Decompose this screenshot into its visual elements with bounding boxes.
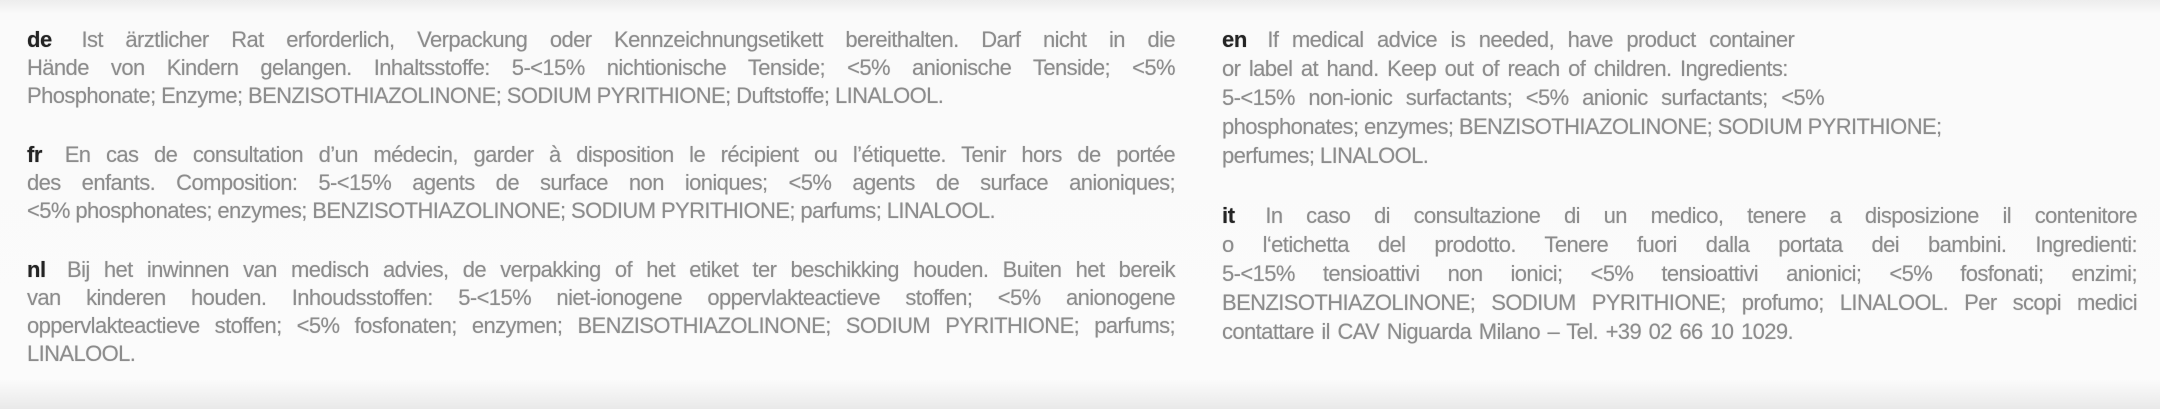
text-line: Phosphonate; Enzyme; BENZISOTHIAZOLINONE; SODIUM PYRITHIONE; Duftstoffe; LINALOOL. (27, 83, 944, 108)
text-line: LINALOOL. (27, 341, 136, 366)
text-line: Hände von Kindern gelangen. Inhaltsstoffe: 5-<15% nichtionische Tenside; <5% anionische Tenside; <5% (27, 55, 1175, 80)
text-line: or label at hand. Keep out of reach of children. Ingredients: (1222, 56, 1788, 81)
line-text: In caso di consultazione di un medico, tenere a disposizione il contenitore (1265, 203, 2138, 228)
right-column (1222, 25, 2142, 346)
text-line: des enfants. Composition: 5-<15% agents de surface non ioniques; <5% agents de surface anioniques; (27, 170, 1175, 195)
text-line: van kinderen houden. Inhoudsstoffen: 5-<15% niet-ionogene oppervlakteactieve stoffen; <5% anionogene (27, 285, 1175, 310)
text-line: contattare il CAV Niguarda Milano – Tel. +39 02 66 10 1029. (1222, 319, 1793, 344)
text-line: BENZISOTHIAZOLINONE; SODIUM PYRITHIONE; profumo; LINALOOL. Per scopi medici (1222, 290, 2137, 315)
line-text: Bij het inwinnen van medisch advies, de verpakking of het etiket ter beschikking houden. Buiten het bereik (67, 257, 1176, 282)
language-code-nl: nl (27, 257, 46, 282)
section-it (1222, 201, 2137, 346)
text-line: phosphonates; enzymes; BENZISOTHIAZOLINONE; SODIUM PYRITHIONE; (1222, 114, 1942, 139)
language-code-fr: fr (27, 142, 43, 167)
line-text: Ist ärztlicher Rat erforderlich, Verpackung oder Kennzeichnungsetikett bereithalten. Darf nicht in die (81, 27, 1175, 52)
line-text: En cas de consultation d’un médecin, garder à disposition le récipient ou l’étiquette. Tenir hors de portée (64, 142, 1176, 167)
text-line: o l‘etichetta del prodotto. Tenere fuori dalla portata dei bambini. Ingredienti: (1222, 232, 2137, 257)
language-code-en: en (1222, 27, 1247, 52)
text-line (1222, 25, 2142, 54)
section-de (27, 26, 1175, 110)
text-line: 5-<15% tensioattivi non ionici; <5% tensioattivi anionici; <5% fosfonati; enzimi; (1222, 261, 2137, 286)
text-line (27, 256, 1175, 284)
left-column (27, 26, 1175, 368)
section-en (1222, 25, 2142, 170)
section-fr (27, 141, 1175, 225)
section-nl (27, 256, 1175, 368)
language-code-it: it (1222, 203, 1235, 228)
text-line: perfumes; LINALOOL. (1222, 143, 1429, 168)
text-line: <5% phosphonates; enzymes; BENZISOTHIAZOLINONE; SODIUM PYRITHIONE; parfums; LINALOOL. (27, 198, 996, 223)
text-line (27, 26, 1175, 54)
text-line (1222, 201, 2137, 230)
language-code-de: de (27, 27, 52, 52)
text-line: 5-<15% non-ionic surfactants; <5% anionic surfactants; <5% (1222, 85, 1825, 110)
text-line (27, 141, 1175, 169)
line-text: If medical advice is needed, have product container (1267, 27, 1795, 52)
text-line: oppervlakteactieve stoffen; <5% fosfonaten; enzymen; BENZISOTHIAZOLINONE; SODIUM PYRITHIONE; parfums; (27, 313, 1175, 338)
